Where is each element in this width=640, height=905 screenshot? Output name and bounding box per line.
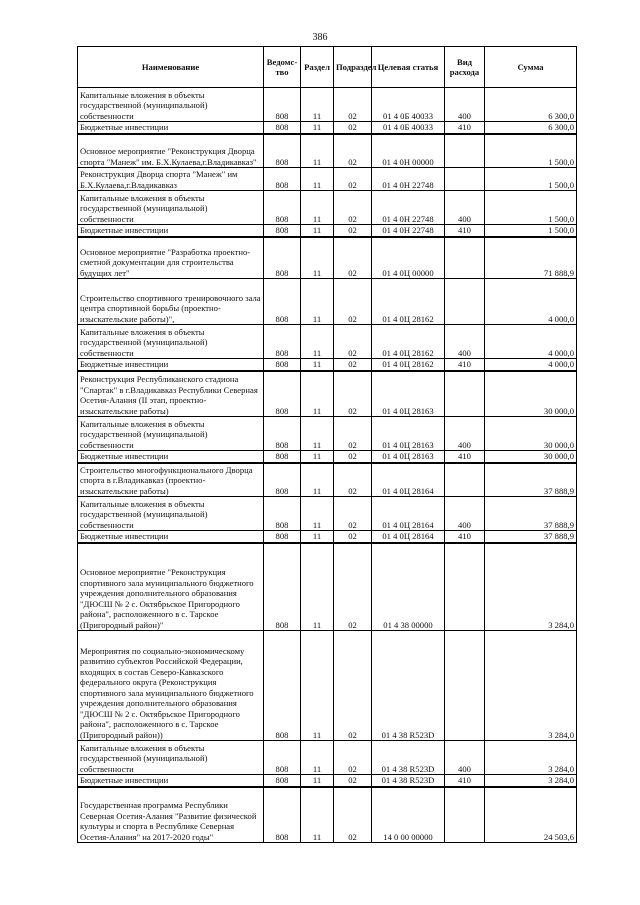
row-dept: 808 [264, 497, 301, 531]
row-exp-type: 400 [445, 497, 485, 531]
row-name: Капитальные вложения в объекты государственной (муниципальной) собственности [78, 497, 264, 531]
row-exp-type [445, 168, 485, 191]
table-row [78, 497, 577, 531]
row-section: 11 [301, 531, 334, 543]
table-row [78, 775, 577, 787]
row-target: 01 4 0Ц 28164 [372, 497, 445, 531]
row-amount: 3 284,0 [485, 631, 577, 741]
row-amount: 4 000,0 [485, 279, 577, 325]
row-exp-type [445, 279, 485, 325]
row-dept: 808 [264, 279, 301, 325]
row-target: 01 4 0Н 22748 [372, 191, 445, 225]
table-row [78, 325, 577, 359]
header-section: Раздел [301, 47, 334, 88]
row-amount: 24 503,6 [485, 787, 577, 843]
row-target: 01 4 0Ц 28163 [372, 371, 445, 417]
row-dept: 808 [264, 225, 301, 237]
row-name: Государственная программа Республики Северная Осетия-Алания "Развитие физической культуры и спорта в Республике Северная Осетия-Алания" на 2017-2020 годы" [78, 787, 264, 843]
row-exp-type [445, 134, 485, 168]
row-amount: 4 000,0 [485, 325, 577, 359]
row-target: 01 4 0Б 40033 [372, 122, 445, 134]
row-name: Капитальные вложения в объекты государственной (муниципальной) собственности [78, 325, 264, 359]
row-amount: 3 284,0 [485, 543, 577, 631]
row-amount: 3 284,0 [485, 775, 577, 787]
row-name: Строительство спортивного тренировочного зала центра спортивной борьбы (проектно-изыскательские работы)", [78, 279, 264, 325]
row-section: 11 [301, 787, 334, 843]
row-name: Бюджетные инвестиции [78, 451, 264, 463]
row-exp-type: 410 [445, 775, 485, 787]
row-subsection: 02 [334, 787, 372, 843]
row-amount: 30 000,0 [485, 417, 577, 451]
row-target: 01 4 0Ц 28162 [372, 279, 445, 325]
row-dept: 808 [264, 88, 301, 122]
header-amount: Сумма [485, 47, 577, 88]
row-exp-type: 410 [445, 359, 485, 371]
row-subsection: 02 [334, 543, 372, 631]
row-section: 11 [301, 497, 334, 531]
table-row [78, 371, 577, 417]
row-section: 11 [301, 279, 334, 325]
row-dept: 808 [264, 237, 301, 279]
row-subsection: 02 [334, 463, 372, 497]
table-row [78, 279, 577, 325]
row-subsection: 02 [334, 168, 372, 191]
row-section: 11 [301, 88, 334, 122]
row-amount: 37 888,9 [485, 497, 577, 531]
table-row [78, 741, 577, 775]
row-subsection: 02 [334, 88, 372, 122]
row-amount: 1 500,0 [485, 134, 577, 168]
row-dept: 808 [264, 775, 301, 787]
row-target: 01 4 0Н 00000 [372, 134, 445, 168]
row-target: 14 0 00 00000 [372, 787, 445, 843]
row-subsection: 02 [334, 531, 372, 543]
row-name: Строительство многофункционального Дворца спорта в г.Владикавказ (проектно-изыскательские работы) [78, 463, 264, 497]
row-name: Основное мероприятие "Реконструкция Дворца спорта "Манеж" им. Б.Х.Кулаева,г.Владикавказ" [78, 134, 264, 168]
row-section: 11 [301, 741, 334, 775]
page-number: 386 [312, 32, 328, 43]
row-amount: 30 000,0 [485, 451, 577, 463]
row-dept: 808 [264, 787, 301, 843]
row-target: 01 4 0Ц 28162 [372, 359, 445, 371]
header-target: Целевая статья [372, 47, 445, 88]
row-section: 11 [301, 543, 334, 631]
row-target: 01 4 0Н 22748 [372, 225, 445, 237]
row-dept: 808 [264, 531, 301, 543]
row-target: 01 4 0Ц 00000 [372, 237, 445, 279]
row-subsection: 02 [334, 225, 372, 237]
header-subsection: Подраздел [334, 47, 372, 88]
row-section: 11 [301, 134, 334, 168]
row-name: Бюджетные инвестиции [78, 531, 264, 543]
row-subsection: 02 [334, 417, 372, 451]
row-dept: 808 [264, 359, 301, 371]
row-dept: 808 [264, 134, 301, 168]
row-name: Бюджетные инвестиции [78, 359, 264, 371]
row-section: 11 [301, 463, 334, 497]
row-subsection: 02 [334, 325, 372, 359]
table-row [78, 359, 577, 371]
row-target: 01 4 38 R523D [372, 775, 445, 787]
row-target: 01 4 0Б 40033 [372, 88, 445, 122]
row-name: Реконструкция Дворца спорта "Манеж" им Б.Х.Кулаева,г.Владикавказ [78, 168, 264, 191]
row-name: Бюджетные инвестиции [78, 122, 264, 134]
row-amount: 71 888,9 [485, 237, 577, 279]
row-amount: 37 888,9 [485, 463, 577, 497]
row-dept: 808 [264, 325, 301, 359]
budget-table [77, 46, 577, 843]
row-section: 11 [301, 631, 334, 741]
row-dept: 808 [264, 741, 301, 775]
row-target: 01 4 0Ц 28164 [372, 531, 445, 543]
table-row [78, 451, 577, 463]
row-target: 01 4 0Ц 28162 [372, 325, 445, 359]
table-row [78, 88, 577, 122]
row-name: Основное мероприятие "Реконструкция спортивного зала муниципального бюджетного учреждения дополнительного образования "ДЮСШ № 2 с. Октябрьское Пригородного района", расположенного в с. Тарское (Пригородный район)" [78, 543, 264, 631]
row-subsection: 02 [334, 371, 372, 417]
row-exp-type: 410 [445, 531, 485, 543]
row-name: Капитальные вложения в объекты государственной (муниципальной) собственности [78, 88, 264, 122]
table-row [78, 417, 577, 451]
row-name: Капитальные вложения в объекты государственной (муниципальной) собственности [78, 417, 264, 451]
table-row [78, 531, 577, 543]
header-name: Наименование [78, 47, 264, 88]
row-dept: 808 [264, 168, 301, 191]
row-section: 11 [301, 451, 334, 463]
row-amount: 30 000,0 [485, 371, 577, 417]
row-subsection: 02 [334, 279, 372, 325]
table-row [78, 787, 577, 843]
row-name: Капитальные вложения в объекты государственной (муниципальной) собственности [78, 191, 264, 225]
row-target: 01 4 0Ц 28163 [372, 417, 445, 451]
row-subsection: 02 [334, 775, 372, 787]
row-dept: 808 [264, 191, 301, 225]
table-row [78, 134, 577, 168]
row-section: 11 [301, 325, 334, 359]
row-amount: 1 500,0 [485, 191, 577, 225]
row-subsection: 02 [334, 631, 372, 741]
table-row [78, 631, 577, 741]
row-name: Мероприятия по социально-экономическому развитию субъектов Российской Федерации, входящих в состав Северо-Кавказского федерального округа (Реконструкция спортивного зала муниципального бюджетного учреждения дополнительного образования "ДЮСШ № 2 с. Октябрьское Пригородного района", расположенного в с. Тарское (Пригородный район)) [78, 631, 264, 741]
row-dept: 808 [264, 122, 301, 134]
row-exp-type: 410 [445, 122, 485, 134]
row-section: 11 [301, 237, 334, 279]
row-dept: 808 [264, 451, 301, 463]
table-row [78, 543, 577, 631]
row-exp-type: 400 [445, 741, 485, 775]
row-subsection: 02 [334, 741, 372, 775]
row-exp-type [445, 543, 485, 631]
row-subsection: 02 [334, 237, 372, 279]
table-row [78, 225, 577, 237]
row-amount: 1 500,0 [485, 168, 577, 191]
row-exp-type: 400 [445, 88, 485, 122]
row-amount: 1 500,0 [485, 225, 577, 237]
row-target: 01 4 0Ц 28163 [372, 451, 445, 463]
row-name: Бюджетные инвестиции [78, 225, 264, 237]
row-dept: 808 [264, 543, 301, 631]
row-name: Капитальные вложения в объекты государственной (муниципальной) собственности [78, 741, 264, 775]
table-row [78, 237, 577, 279]
row-exp-type: 410 [445, 451, 485, 463]
row-subsection: 02 [334, 359, 372, 371]
row-exp-type [445, 787, 485, 843]
row-target: 01 4 0Ц 28164 [372, 463, 445, 497]
row-subsection: 02 [334, 122, 372, 134]
table-row [78, 463, 577, 497]
row-amount: 4 000,0 [485, 359, 577, 371]
row-section: 11 [301, 225, 334, 237]
row-dept: 808 [264, 463, 301, 497]
row-section: 11 [301, 122, 334, 134]
row-target: 01 4 38 R523D [372, 741, 445, 775]
row-section: 11 [301, 168, 334, 191]
row-dept: 808 [264, 371, 301, 417]
header-dept: Ведомс-тво [264, 47, 301, 88]
table-row [78, 191, 577, 225]
row-exp-type [445, 631, 485, 741]
row-section: 11 [301, 371, 334, 417]
row-amount: 3 284,0 [485, 741, 577, 775]
row-subsection: 02 [334, 134, 372, 168]
row-dept: 808 [264, 417, 301, 451]
row-exp-type [445, 463, 485, 497]
row-name: Основное мероприятие "Разработка проектно-сметной документации для строительства будущих лет" [78, 237, 264, 279]
table-header-row [78, 47, 577, 88]
row-exp-type [445, 371, 485, 417]
row-dept: 808 [264, 631, 301, 741]
row-name: Бюджетные инвестиции [78, 775, 264, 787]
row-exp-type: 400 [445, 325, 485, 359]
row-amount: 6 300,0 [485, 88, 577, 122]
row-exp-type: 400 [445, 191, 485, 225]
row-exp-type [445, 237, 485, 279]
row-exp-type: 410 [445, 225, 485, 237]
row-subsection: 02 [334, 191, 372, 225]
row-section: 11 [301, 359, 334, 371]
row-target: 01 4 0Н 22748 [372, 168, 445, 191]
row-amount: 6 300,0 [485, 122, 577, 134]
row-subsection: 02 [334, 497, 372, 531]
table-row [78, 168, 577, 191]
row-section: 11 [301, 775, 334, 787]
row-target: 01 4 38 R523D [372, 631, 445, 741]
row-section: 11 [301, 417, 334, 451]
header-exp-type: Вид расхода [445, 47, 485, 88]
row-subsection: 02 [334, 451, 372, 463]
row-exp-type: 400 [445, 417, 485, 451]
row-amount: 37 888,9 [485, 531, 577, 543]
row-section: 11 [301, 191, 334, 225]
row-name: Реконструкция Республиканского стадиона "Спартак" в г.Владикавказ Республики Северная Осетия-Алания (II этап, проектно-изыскательские работы) [78, 371, 264, 417]
table-row [78, 122, 577, 134]
row-target: 01 4 38 00000 [372, 543, 445, 631]
